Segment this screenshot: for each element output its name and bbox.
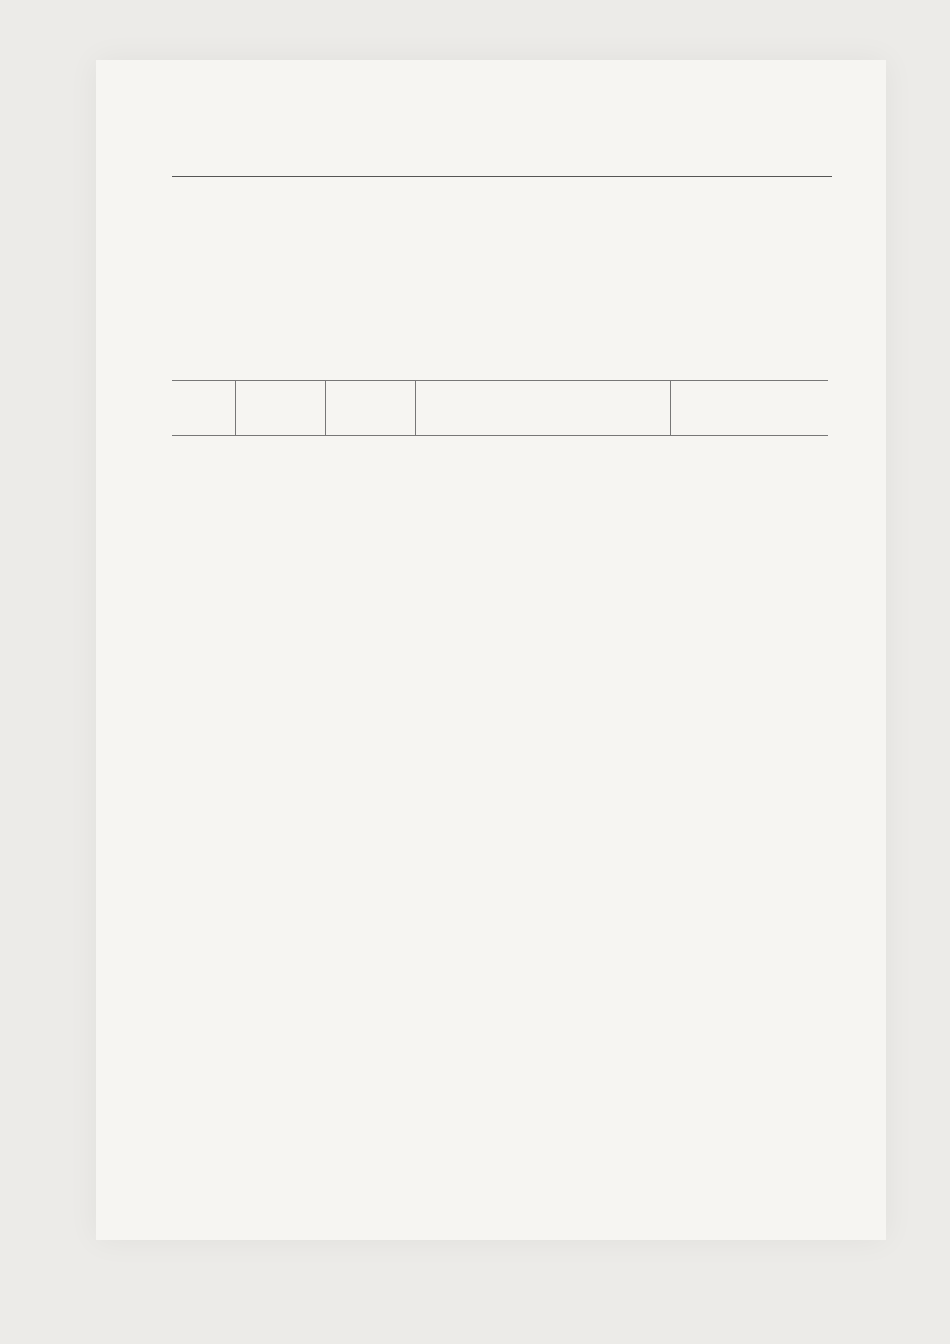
page-background	[96, 60, 886, 1240]
table-caption	[172, 352, 832, 374]
header-remark	[670, 381, 828, 436]
header-method	[172, 381, 235, 436]
table-header-row	[172, 381, 828, 436]
header-points	[415, 381, 670, 436]
running-head	[172, 150, 832, 177]
compaction-table	[172, 380, 828, 436]
header-thickness	[235, 381, 325, 436]
header-moisture	[325, 381, 415, 436]
